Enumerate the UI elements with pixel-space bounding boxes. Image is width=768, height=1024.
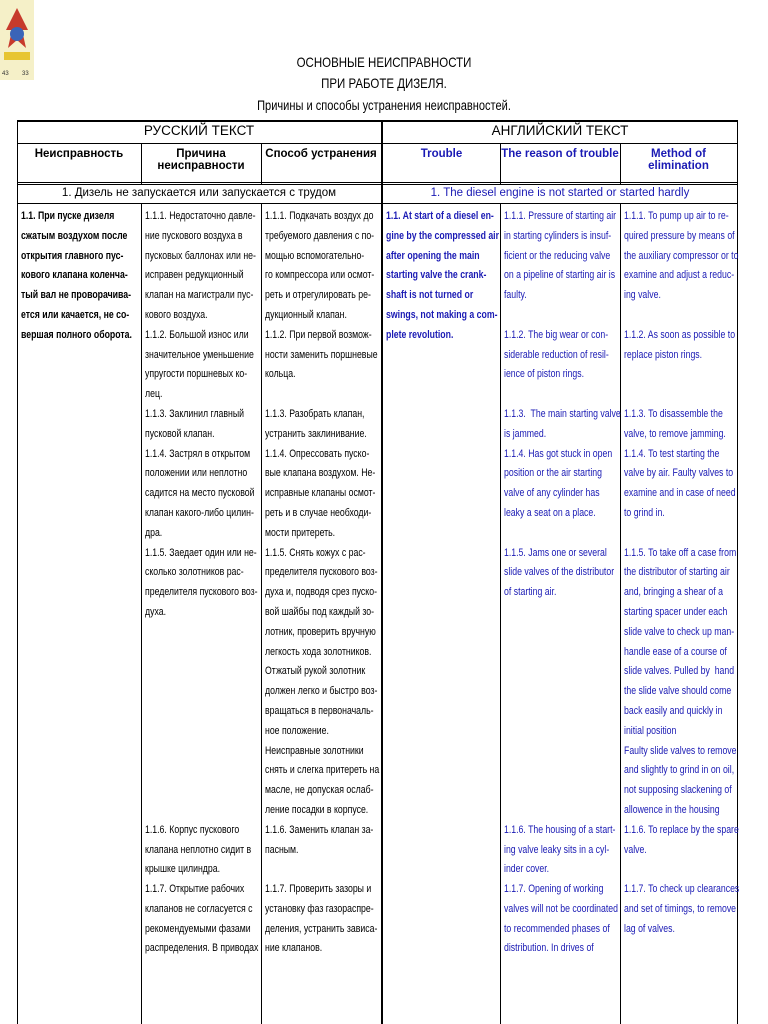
- header-english: АНГЛИЙСКИЙ ТЕКСТ: [491, 123, 629, 138]
- col-header-method-ru: Способ устранения: [265, 148, 377, 160]
- cell-method-ru: 1.1.1. Подкачать воздух до требуемого давления с по- мощью вспомогательно- го компрессора или осмот- реть и отрегулировать ре- дукционный клапан. 1.1.2. При первой возмож- ности заменить поршневые кольца. 1.1.3. Разобрать клапан, устранить заклинивание. 1.1.4. Опрессовать пуско- вые клапана воздухом. Не- исправные клапаны осмот- реть и в случае необходи- мости притереть. 1.1.5. Снять кожух с рас- пределителя пускового воз- духа и, подводя срез пуско- вой шайбы под каждый зо- лотник, проверить вручную легкость хода золотников. Отжатый рукой золотник должен легко и быстро воз- вращаться в первоначаль- ное положение. Неисправные золотники снять и слегка притереть на масле, не допуская ослаб- ление посадки в корпусе. 1.1.6. Заменить клапан за- пасным. 1.1.7. Проверить зазоры и установку фаз газораспре- деления, устранить зависа- ние клапанов.: [265, 210, 380, 955]
- table-rule: [500, 203, 501, 1024]
- col-header-method-en: Method of elimination: [648, 148, 709, 172]
- page-title-line1: ОСНОВНЫЕ НЕИСПРАВНОСТИ: [296, 54, 472, 70]
- cell-reason-ru: 1.1.1. Недостаточно давле- ние пускового воздуха в пусковых баллонах или не- исправен редукционный клапан на магистрали пус- кового воздуха. 1.1.2. Большой износ или значительное уменьшение упругости поршневых ко- лец. 1.1.3. Заклинил главный пусковой клапан. 1.1.4. Застрял в открытом положении или неплотно садится на место пусковой клапан какого-либо цилин- дра. 1.1.5. Заедает один или не- сколько золотников рас- пределителя пускового воз- духа. 1.1.6. Корпус пускового клапана неплотно сидит в крышке цилиндра. 1.1.7. Открытие рабочих клапанов не согласуется с рекомендуемыми фазами распределения. В приводах: [145, 210, 259, 955]
- cell-method-en: 1.1.1. To pump up air to re- quired pressure by means of the auxiliary compressor or to examine and adjust a reduc- ing valve. 1.1.2. As soon as possible to replace piston rings. 1.1.3. To disassemble the valve, to remove jamming. 1.1.4. To test starting the valve by air. Faulty valves to examine and in case of need to grind in. 1.1.5. To take off a case from the distributor of starting air and, bringing a shear of a starting spacer under each slide valve to check up man- handle ease of a course of slide valves. Pulled by hand the slide valve should come back easily and quickly in initial position Faulty slide valves to remove and slightly to grind in on oil, not supposing slackening of allowence in the housing 1.1.6. To replace by the spare valve. 1.1.7. To check up clearances and set of timings, to remove lag of valves.: [624, 210, 740, 935]
- col-header-reason-en: The reason of trouble: [501, 148, 619, 160]
- table-rule: [17, 143, 738, 144]
- table-rule: [141, 203, 142, 1024]
- table-rule: [17, 203, 738, 204]
- table-divider-main: [381, 120, 383, 1024]
- emblem-logo: [0, 0, 34, 80]
- logo-number-left: 43: [2, 71, 9, 77]
- section-title-en: 1. The diesel engine is not started or started hardly: [430, 187, 690, 199]
- faults-table: [17, 120, 738, 1024]
- cell-trouble-ru: 1.1. При пуске дизеля сжатым воздухом после открытия главного пус- кового клапана коленча- тый вал не проворачива- ется или качается, не со- вершая полного оборота.: [21, 210, 132, 341]
- cell-reason-en: 1.1.1. Pressure of starting air in starting cylinders is insuf- ficient or the reducing valve on a pipeline of starting air is faulty. 1.1.2. The big wear or con- siderable reduction of resil- ience of piston rings. 1.1.3. The main starting valve is jammed. 1.1.4. Has got stuck in open position or the air starting valve of any cylinder has leaky a seat on a place. 1.1.5. Jams one or several slide valves of the distributor of starting air. 1.1.6. The housing of a start- ing valve leaky sits in a cyl- inder cover. 1.1.7. Opening of working valves will not be coordinated to recommended phases of distribution. In drives of: [504, 210, 621, 955]
- cell-trouble-en: 1.1. At start of a diesel en- gine by the compressed air after opening the main starting valve the crank- shaft is not turned or swings, not making a com- plete revolution.: [386, 210, 500, 341]
- table-rule: [261, 203, 262, 1024]
- col-header-reason-ru: Причина неисправности: [157, 148, 245, 172]
- section-title-ru: 1. Дизель не запускается или запускается с трудом: [61, 187, 337, 199]
- page-subtitle: Причины и способы устранения неисправностей.: [257, 98, 511, 113]
- page-title-line2: ПРИ РАБОТЕ ДИЗЕЛЯ.: [321, 75, 447, 91]
- table-border-left: [17, 120, 18, 1024]
- table-rule: [17, 182, 738, 183]
- logo-number-right: 33: [22, 71, 29, 77]
- col-header-trouble-ru: Неисправность: [34, 148, 124, 160]
- col-header-trouble-en: Trouble: [420, 148, 463, 160]
- table-rule: [17, 184, 738, 185]
- header-russian: РУССКИЙ ТЕКСТ: [143, 123, 255, 138]
- table-border-top: [17, 120, 738, 122]
